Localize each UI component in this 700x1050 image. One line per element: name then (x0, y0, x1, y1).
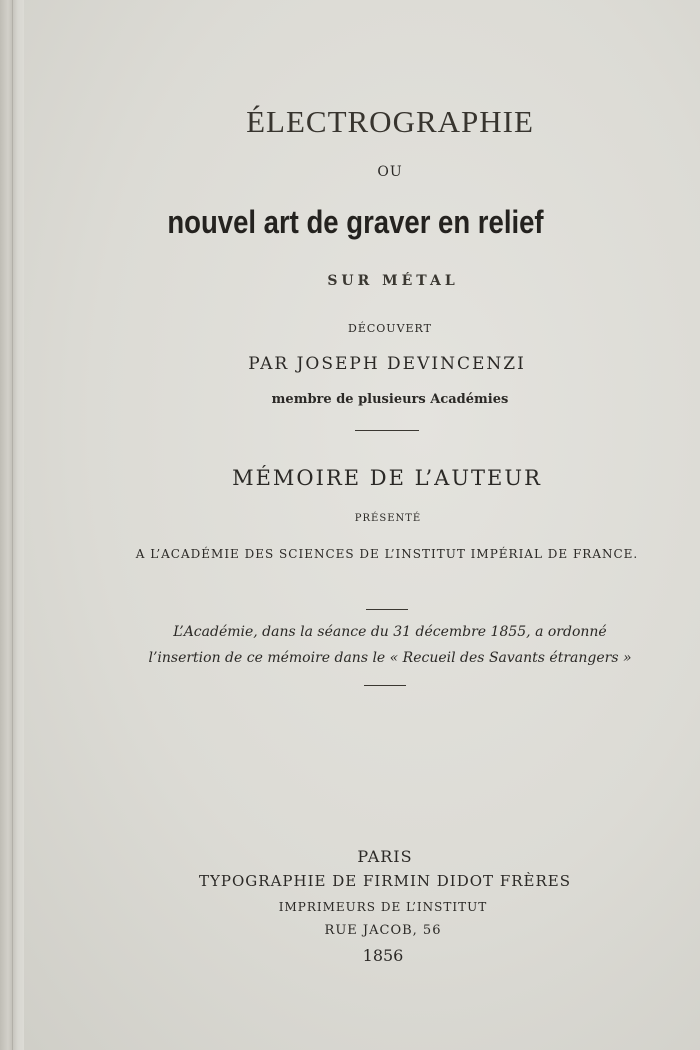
author-role: membre de plusieurs Académies (271, 392, 509, 407)
discovered-label: DÉCOUVERT (348, 322, 432, 335)
note-line-2: l’insertion de ce mémoire dans le « Recueil des Savants étrangers » (148, 650, 632, 666)
divider-rule-3 (364, 685, 406, 686)
author-line: PAR JOSEPH DEVINCENZI (248, 354, 526, 374)
binding-crease (12, 0, 13, 1050)
divider-rule-1 (355, 430, 419, 431)
title-connector: OU (377, 164, 403, 180)
memoir-heading: MÉMOIRE DE L’AUTEUR (232, 466, 542, 490)
imprint-address: RUE JACOB, 56 (324, 923, 442, 938)
divider-rule-2 (366, 609, 408, 610)
imprint-city: PARIS (357, 847, 413, 866)
subtitle: nouvel art de graver en relief (167, 204, 544, 240)
imprint-printer: TYPOGRAPHIE DE FIRMIN DIDOT FRÈRES (199, 872, 571, 890)
presented-label: PRÉSENTÉ (354, 513, 422, 524)
imprint-printer-role: IMPRIMEURS DE L’INSTITUT (278, 900, 488, 914)
binding-edge (0, 0, 24, 1050)
main-title: ÉLECTROGRAPHIE (246, 104, 534, 139)
subtitle-continuation: SUR MÉTAL (327, 273, 459, 289)
note-line-1: L’Académie, dans la séance du 31 décembre 1855, a ordonné (173, 624, 607, 640)
academy-line: A L’ACADÉMIE DES SCIENCES DE L’INSTITUT IMPÉRIAL DE FRANCE. (135, 547, 639, 561)
imprint-year: 1856 (362, 946, 404, 965)
